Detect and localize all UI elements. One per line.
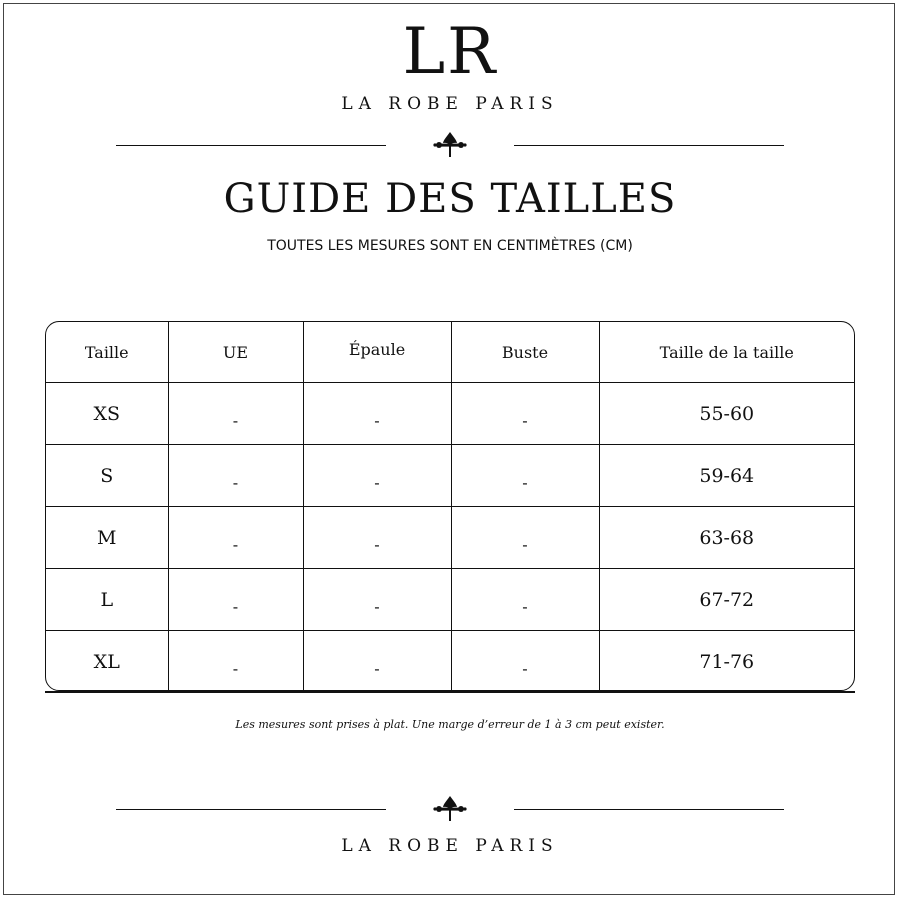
cell-value: -: [522, 410, 528, 430]
cell-value: -: [232, 658, 239, 678]
table-row: [46, 445, 854, 507]
size-table: [45, 321, 855, 691]
header-cell-buste: Buste: [451, 322, 599, 383]
cell-value: -: [374, 658, 380, 678]
divider-line-right: [514, 809, 784, 810]
table-underline: [45, 691, 855, 693]
waist-cell: 67-72: [599, 569, 854, 631]
table-row: [46, 383, 854, 445]
cell-value: -: [522, 658, 528, 678]
header-cell-epaule: [303, 322, 451, 383]
page-subtitle: TOUTES LES MESURES SONT EN CENTIMÈTRES (CM): [267, 238, 633, 254]
size-cell: XS: [46, 383, 168, 445]
divider-line-left: [116, 145, 386, 146]
cell-value: -: [374, 472, 380, 492]
table-row: [46, 569, 854, 631]
buste-cell: [451, 569, 599, 631]
cell-value: -: [232, 596, 239, 616]
ue-cell: [168, 507, 303, 569]
cell-value: -: [232, 410, 239, 430]
waist-cell: 55-60: [599, 383, 854, 445]
waist-cell: 63-68: [599, 507, 854, 569]
epaule-cell: [303, 631, 451, 692]
buste-cell: [451, 383, 599, 445]
table-header-row: [46, 322, 854, 383]
cell-value: -: [522, 596, 528, 616]
ornament-divider-top: [0, 131, 900, 161]
waist-cell: 59-64: [599, 445, 854, 507]
divider-line-right: [514, 145, 784, 146]
brand-name: LA ROBE PARIS: [341, 94, 559, 114]
brand-logo: LR: [402, 15, 498, 89]
header-cell-taille: Taille: [46, 322, 168, 383]
epaule-cell: [303, 507, 451, 569]
epaule-cell: [303, 383, 451, 445]
header-epaule-label: Épaule: [348, 339, 406, 359]
header-cell-taille-de-la-taille: Taille de la taille: [599, 322, 854, 383]
buste-cell: [451, 631, 599, 692]
cell-value: -: [522, 534, 528, 554]
epaule-cell: [303, 569, 451, 631]
table-row: [46, 507, 854, 569]
measurement-note: Les mesures sont prises à plat. Une marge d’erreur de 1 à 3 cm peut exister.: [235, 718, 665, 731]
ornament-divider-bottom: [0, 795, 900, 825]
cell-value: -: [374, 410, 380, 430]
cell-value: -: [374, 596, 380, 616]
size-cell: S: [46, 445, 168, 507]
cell-value: -: [232, 534, 239, 554]
buste-cell: [451, 445, 599, 507]
size-cell: M: [46, 507, 168, 569]
waist-cell: 71-76: [699, 650, 755, 673]
table-row: [46, 631, 854, 692]
epaule-cell: [303, 445, 451, 507]
size-cell: L: [46, 569, 168, 631]
cell-value: -: [232, 472, 239, 492]
ue-cell: [168, 383, 303, 445]
page-title: GUIDE DES TAILLES: [223, 176, 677, 222]
cell-value: -: [522, 472, 528, 492]
size-cell: XL: [46, 631, 168, 692]
header-cell-ue: UE: [168, 322, 303, 383]
buste-cell: [451, 507, 599, 569]
ue-cell: [168, 569, 303, 631]
divider-line-left: [116, 809, 386, 810]
ue-cell: [168, 445, 303, 507]
ue-cell: [168, 631, 303, 692]
footer-brand-name: LA ROBE PARIS: [341, 836, 559, 856]
cell-value: -: [374, 534, 380, 554]
